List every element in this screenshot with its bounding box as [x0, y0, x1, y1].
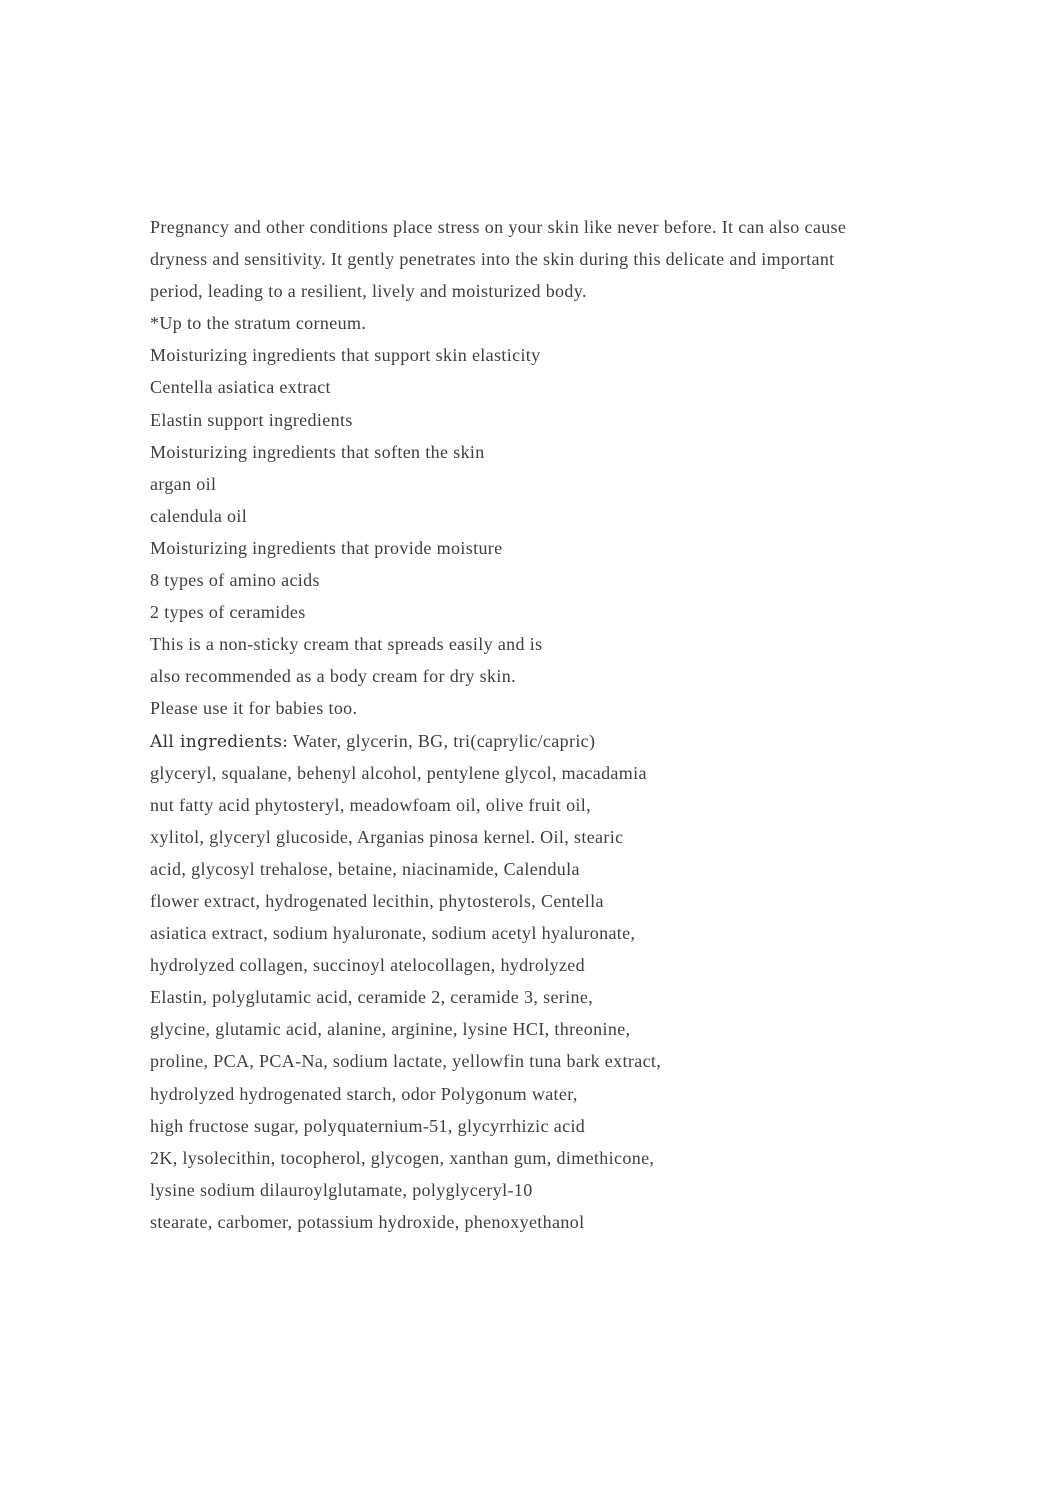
- text-line: dryness and sensitivity. It gently penetrates into the skin during this delicate and important: [150, 249, 835, 270]
- text-line: calendula oil: [150, 505, 248, 526]
- text-line: period, leading to a resilient, lively and moisturized body.: [150, 281, 587, 302]
- text-line: acid, glycosyl trehalose, betaine, niacinamide, Calendula: [150, 858, 580, 879]
- text-line: 2K, lysolecithin, tocopherol, glycogen, xanthan gum, dimethicone,: [150, 1147, 655, 1168]
- text-line: glyceryl, squalane, behenyl alcohol, pentylene glycol, macadamia: [150, 762, 647, 783]
- text-line: Moisturizing ingredients that provide moisture: [150, 537, 503, 558]
- text-line: asiatica extract, sodium hyaluronate, sodium acetyl hyaluronate,: [150, 923, 636, 944]
- text-line: proline, PCA, PCA-Na, sodium lactate, yellowfin tuna bark extract,: [150, 1051, 662, 1072]
- text-line: xylitol, glyceryl glucoside, Arganias pinosa kernel. Oil, stearic: [150, 826, 624, 847]
- text-line: glycine, glutamic acid, alanine, arginine, lysine HCI, threonine,: [150, 1019, 631, 1040]
- text-line: nut fatty acid phytosteryl, meadowfoam oil, olive fruit oil,: [150, 794, 592, 815]
- text-line: stearate, carbomer, potassium hydroxide, phenoxyethanol: [150, 1211, 585, 1232]
- text-line: hydrolyzed collagen, succinoyl atelocollagen, hydrolyzed: [150, 955, 586, 976]
- text-line: Moisturizing ingredients that support skin elasticity: [150, 345, 541, 366]
- text-line: [150, 725, 1010, 757]
- text-line: Elastin, polyglutamic acid, ceramide 2, ceramide 3, serine,: [150, 987, 594, 1008]
- text-line: hydrolyzed hydrogenated starch, odor Polygonum water,: [150, 1083, 578, 1104]
- text-line: Pregnancy and other conditions place stress on your skin like never before. It can also cause: [150, 217, 847, 237]
- body-text: [150, 211, 1010, 1238]
- text-line: Moisturizing ingredients that soften the skin: [150, 441, 485, 462]
- text-line: This is a non-sticky cream that spreads easily and is: [150, 634, 543, 655]
- text-line: 8 types of amino acids: [150, 570, 320, 591]
- text-line: high fructose sugar, polyquaternium-51, glycyrrhizic acid: [150, 1115, 586, 1136]
- text-line: lysine sodium dilauroylglutamate, polyglyceryl-10: [150, 1179, 533, 1200]
- ingredients-text: Water, glycerin, BG, tri(caprylic/capric): [288, 730, 596, 751]
- text-line: flower extract, hydrogenated lecithin, phytosterols, Centella: [150, 890, 604, 911]
- text-line: Centella asiatica extract: [150, 377, 331, 398]
- text-line: Elastin support ingredients: [150, 409, 353, 430]
- text-line: also recommended as a body cream for dry skin.: [150, 666, 516, 687]
- text-line: *Up to the stratum corneum.: [150, 313, 367, 334]
- text-line: 2 types of ceramides: [150, 602, 306, 623]
- all-ingredients-label: All ingredients:: [150, 731, 289, 752]
- text-line: argan oil: [150, 473, 217, 494]
- text-line: Please use it for babies too.: [150, 698, 358, 719]
